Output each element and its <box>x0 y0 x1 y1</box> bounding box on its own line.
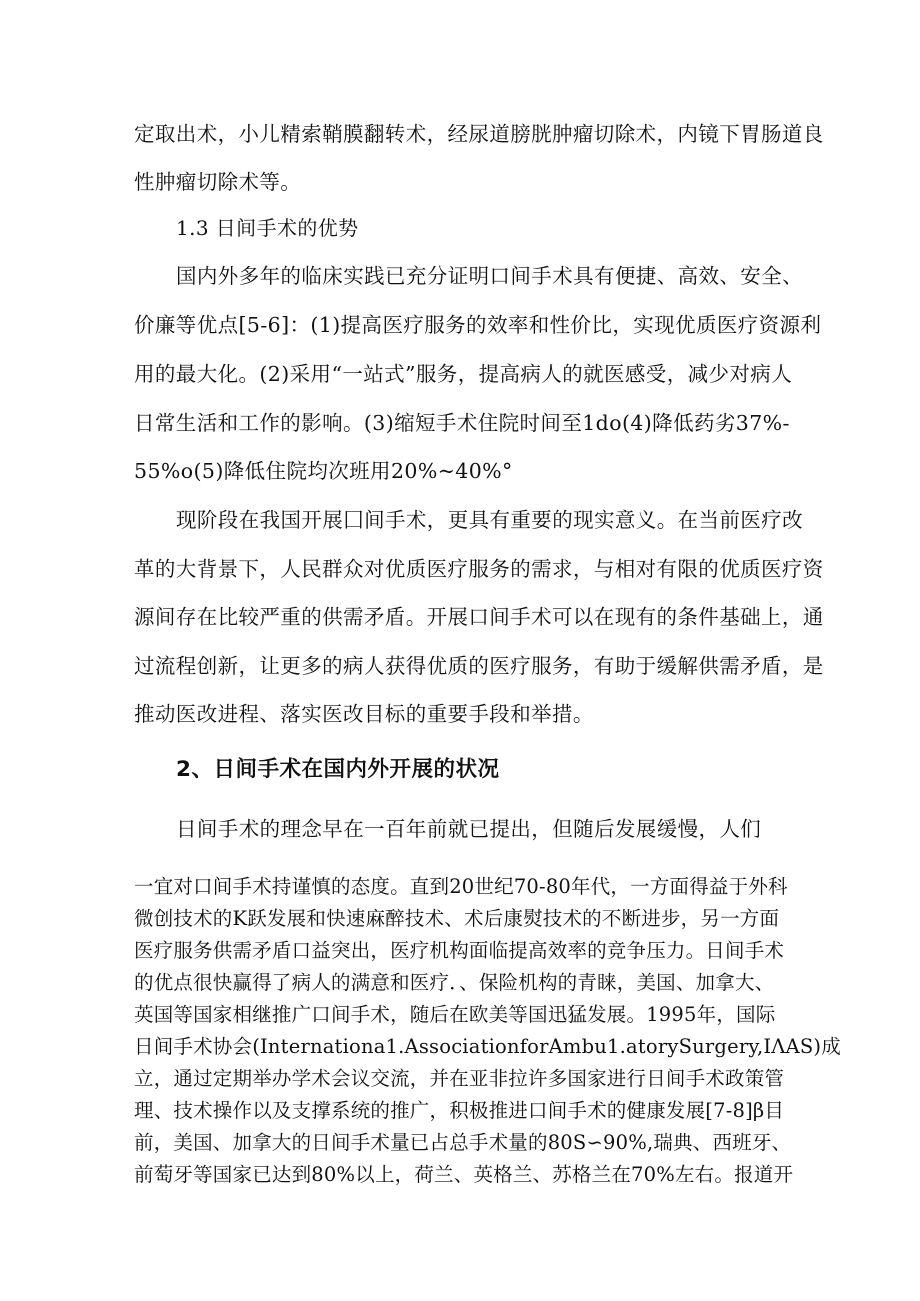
paragraph-line: 源间存在比较严重的供需矛盾。开展口间手术可以在现有的条件基础上，通 <box>134 605 824 629</box>
paragraph-line: 立，通过定期举办学术会议交流，并在亚非拉许多国家进行日间手术政策管 <box>134 1067 785 1090</box>
paragraph-line: 日常生活和工作的影响。(3)缩短手术住院时间至1do(4)降低药劣37%- <box>134 411 790 435</box>
paragraph-line: 英国等国家相继推广口间手术，随后在欧美等国迅猛发展。1995年，国际 <box>134 1003 776 1026</box>
section-heading-2: 2、日间手术在国内外开展的状况 <box>176 757 500 782</box>
paragraph-line: 医疗服务供需矛盾口益突出，医疗机构面临提高效率的竞争压力。日间手术 <box>134 939 785 962</box>
paragraph-line: 用的最大化。(2)采用“一站式”服务，提高病人的就医感受，减少对病人 <box>134 362 793 386</box>
paragraph-line: 革的大背景下，人民群众对优质医疗服务的需求，与相对有限的优质医疗资 <box>134 557 824 581</box>
paragraph-line: 定取出术，小儿精索鞘膜翻转术，经尿道膀胱肿瘤切除术，内镜下胃肠道良 <box>134 122 824 146</box>
paragraph-line: 前，美国、加拿大的日间手术量已占总手术量的80S∽90%,瑞典、西班牙、 <box>134 1131 792 1154</box>
paragraph-line: 一宜对口间手术持谨慎的态度。直到20世纪70-80年代，一方面得益于外科 <box>134 875 788 898</box>
paragraph-line: 理、技术操作以及支撑系统的推广，积极推进口间手术的健康发展[7-8]β目 <box>134 1099 785 1122</box>
paragraph-line: 55%o(5)降低住院均次班用20%~40%° <box>134 459 513 483</box>
paragraph-line: 国内外多年的临床实践已充分证明口间手术具有便捷、高效、安全、 <box>176 264 803 288</box>
paragraph-line: 日间手术协会(Internationa1.AssociationforAmbu1.atorySurgery,IΛAS)成 <box>134 1035 841 1058</box>
paragraph-line: 推动医改进程、落实医改目标的重要手段和举措。 <box>134 702 594 726</box>
paragraph-line: 的优点很快赢得了病人的满意和医疗．、保险机构的青睐，美国、加拿大、 <box>134 971 775 994</box>
paragraph-line: 过流程创新，让更多的病人获得优质的医疗服务，有助于缓解供需矛盾，是 <box>134 654 824 678</box>
paragraph-line: 前萄牙等国家已达到80%以上，荷兰、英格兰、苏格兰在70%左右。报道开 <box>134 1163 794 1186</box>
paragraph-line: 日间手术的理念早在一百年前就已提出，但随后发展缓慢，人们 <box>176 817 762 841</box>
paragraph-line: 价廉等优点[5-6]：(1)提高医疗服务的效率和性价比，实现优质医疗资源利 <box>134 313 822 337</box>
paragraph-line: 微创技术的K跃发展和快速麻醉技术、术后康熨技术的不断进步，另一方面 <box>134 907 780 930</box>
section-heading-1-3: 1.3 日间手术的优势 <box>176 216 359 240</box>
paragraph-line: 现阶段在我国开展囗间手术，更具有重要的现实意义。在当前医疗改 <box>176 508 803 532</box>
paragraph-line: 性肿瘤切除术等。 <box>134 170 302 194</box>
